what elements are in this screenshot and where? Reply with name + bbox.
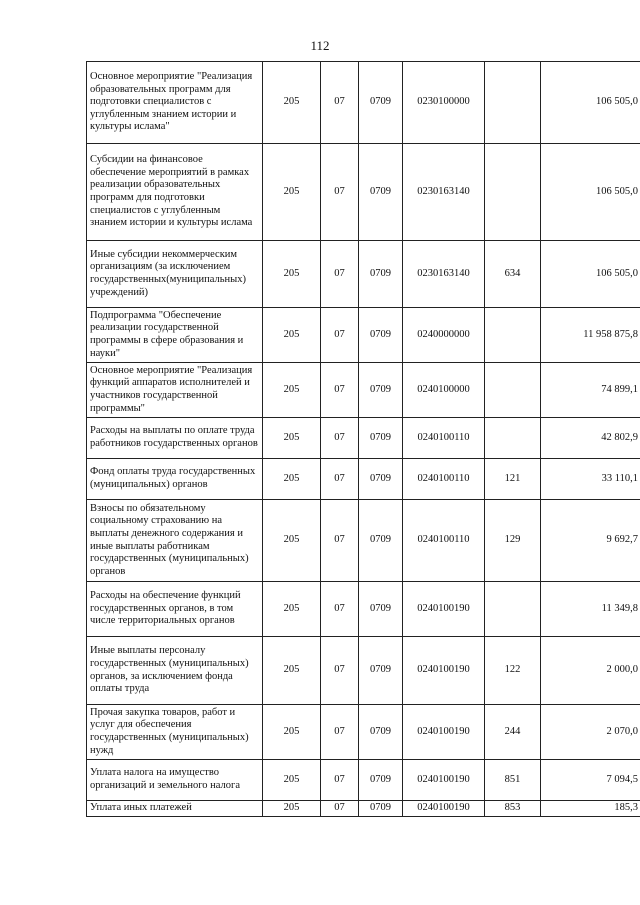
row-rz: 07: [321, 418, 359, 459]
row-csr: 0240100190: [403, 637, 485, 705]
row-rz: 07: [321, 500, 359, 582]
row-ved: 205: [263, 418, 321, 459]
row-vr: 122: [485, 637, 541, 705]
row-sum: 106 505,0: [541, 241, 640, 308]
row-vr: [485, 582, 541, 637]
row-rz: 07: [321, 62, 359, 144]
row-name: Иные выплаты персоналу государственных (муниципальных) органов, за исключением фонда оплаты труда: [87, 637, 263, 705]
row-rz: 07: [321, 363, 359, 418]
table-row: [87, 582, 640, 637]
table-row: [87, 760, 640, 801]
row-name: Расходы на обеспечение функций государственных органов, в том числе территориальных органов: [87, 582, 263, 637]
table-row: [87, 500, 640, 582]
row-vr: [485, 363, 541, 418]
row-name: Уплата иных платежей: [87, 801, 263, 817]
row-name: Взносы по обязательному социальному страхованию на выплаты денежного содержания и иные выплаты работникам государственных (муниципальных) органов: [87, 500, 263, 582]
row-ved: 205: [263, 705, 321, 760]
table-row: [87, 801, 640, 817]
row-ved: 205: [263, 637, 321, 705]
row-vr: [485, 418, 541, 459]
row-pr: 0709: [359, 459, 403, 500]
row-pr: 0709: [359, 500, 403, 582]
row-pr: 0709: [359, 144, 403, 241]
row-sum: 11 958 875,8: [541, 308, 640, 363]
row-csr: 0240100190: [403, 801, 485, 817]
table-row: [87, 62, 640, 144]
row-sum: 42 802,9: [541, 418, 640, 459]
row-csr: 0240100110: [403, 500, 485, 582]
row-pr: 0709: [359, 705, 403, 760]
row-pr: 0709: [359, 241, 403, 308]
row-csr: 0240100190: [403, 582, 485, 637]
row-pr: 0709: [359, 308, 403, 363]
row-ved: 205: [263, 801, 321, 817]
row-rz: 07: [321, 637, 359, 705]
row-name: Уплата налога на имущество организаций и земельного налога: [87, 760, 263, 801]
table-row: [87, 144, 640, 241]
row-ved: 205: [263, 760, 321, 801]
table-row: [87, 241, 640, 308]
row-rz: 07: [321, 144, 359, 241]
row-csr: 0240100110: [403, 459, 485, 500]
row-rz: 07: [321, 459, 359, 500]
row-vr: 244: [485, 705, 541, 760]
row-csr: 0230163140: [403, 144, 485, 241]
row-name: Подпрограмма "Обеспечение реализации государственной программы в сфере образования и науки": [87, 308, 263, 363]
row-csr: 0230163140: [403, 241, 485, 308]
row-vr: 853: [485, 801, 541, 817]
row-rz: 07: [321, 760, 359, 801]
row-name: Основное мероприятие "Реализация функций аппаратов исполнителей и участников государственной программы": [87, 363, 263, 418]
row-rz: 07: [321, 582, 359, 637]
row-csr: 0240000000: [403, 308, 485, 363]
row-pr: 0709: [359, 62, 403, 144]
row-rz: 07: [321, 308, 359, 363]
row-name: Иные субсидии некоммерческим организациям (за исключением государственных(муниципальных) учреждений): [87, 241, 263, 308]
row-vr: 129: [485, 500, 541, 582]
table-row: [87, 459, 640, 500]
row-rz: 07: [321, 801, 359, 817]
row-pr: 0709: [359, 760, 403, 801]
row-name: Расходы на выплаты по оплате труда работников государственных органов: [87, 418, 263, 459]
row-vr: 851: [485, 760, 541, 801]
row-vr: [485, 62, 541, 144]
row-csr: 0240100110: [403, 418, 485, 459]
row-ved: 205: [263, 62, 321, 144]
row-vr: 121: [485, 459, 541, 500]
row-ved: 205: [263, 582, 321, 637]
row-sum: 106 505,0: [541, 144, 640, 241]
row-sum: 2 000,0: [541, 637, 640, 705]
row-vr: [485, 308, 541, 363]
row-pr: 0709: [359, 801, 403, 817]
row-sum: 7 094,5: [541, 760, 640, 801]
table-row: [87, 705, 640, 760]
table-row: [87, 418, 640, 459]
table-row: [87, 363, 640, 418]
row-name: Прочая закупка товаров, работ и услуг для обеспечения государственных (муниципальных) нужд: [87, 705, 263, 760]
row-sum: 11 349,8: [541, 582, 640, 637]
row-rz: 07: [321, 705, 359, 760]
row-sum: 2 070,0: [541, 705, 640, 760]
row-csr: 0240100190: [403, 705, 485, 760]
row-name: Фонд оплаты труда государственных (муниципальных) органов: [87, 459, 263, 500]
table-row: [87, 637, 640, 705]
row-vr: [485, 144, 541, 241]
row-sum: 9 692,7: [541, 500, 640, 582]
budget-table: [86, 61, 640, 817]
row-csr: 0230100000: [403, 62, 485, 144]
row-pr: 0709: [359, 363, 403, 418]
row-ved: 205: [263, 308, 321, 363]
row-ved: 205: [263, 459, 321, 500]
table-row: [87, 308, 640, 363]
row-name: Основное мероприятие "Реализация образовательных программ для подготовки специалистов с углубленным знанием истории и культуры ислама": [87, 62, 263, 144]
row-vr: 634: [485, 241, 541, 308]
row-pr: 0709: [359, 637, 403, 705]
row-sum: 33 110,1: [541, 459, 640, 500]
row-sum: 106 505,0: [541, 62, 640, 144]
row-ved: 205: [263, 144, 321, 241]
row-ved: 205: [263, 500, 321, 582]
row-name: Субсидии на финансовое обеспечение мероприятий в рамках реализации образовательных программ для подготовки специалистов с углубленным знанием истории и культуры ислама: [87, 144, 263, 241]
page-number: 112: [310, 38, 330, 53]
row-sum: 185,3: [541, 801, 640, 817]
row-rz: 07: [321, 241, 359, 308]
row-csr: 0240100000: [403, 363, 485, 418]
row-pr: 0709: [359, 418, 403, 459]
row-pr: 0709: [359, 582, 403, 637]
row-ved: 205: [263, 363, 321, 418]
row-ved: 205: [263, 241, 321, 308]
row-sum: 74 899,1: [541, 363, 640, 418]
row-csr: 0240100190: [403, 760, 485, 801]
